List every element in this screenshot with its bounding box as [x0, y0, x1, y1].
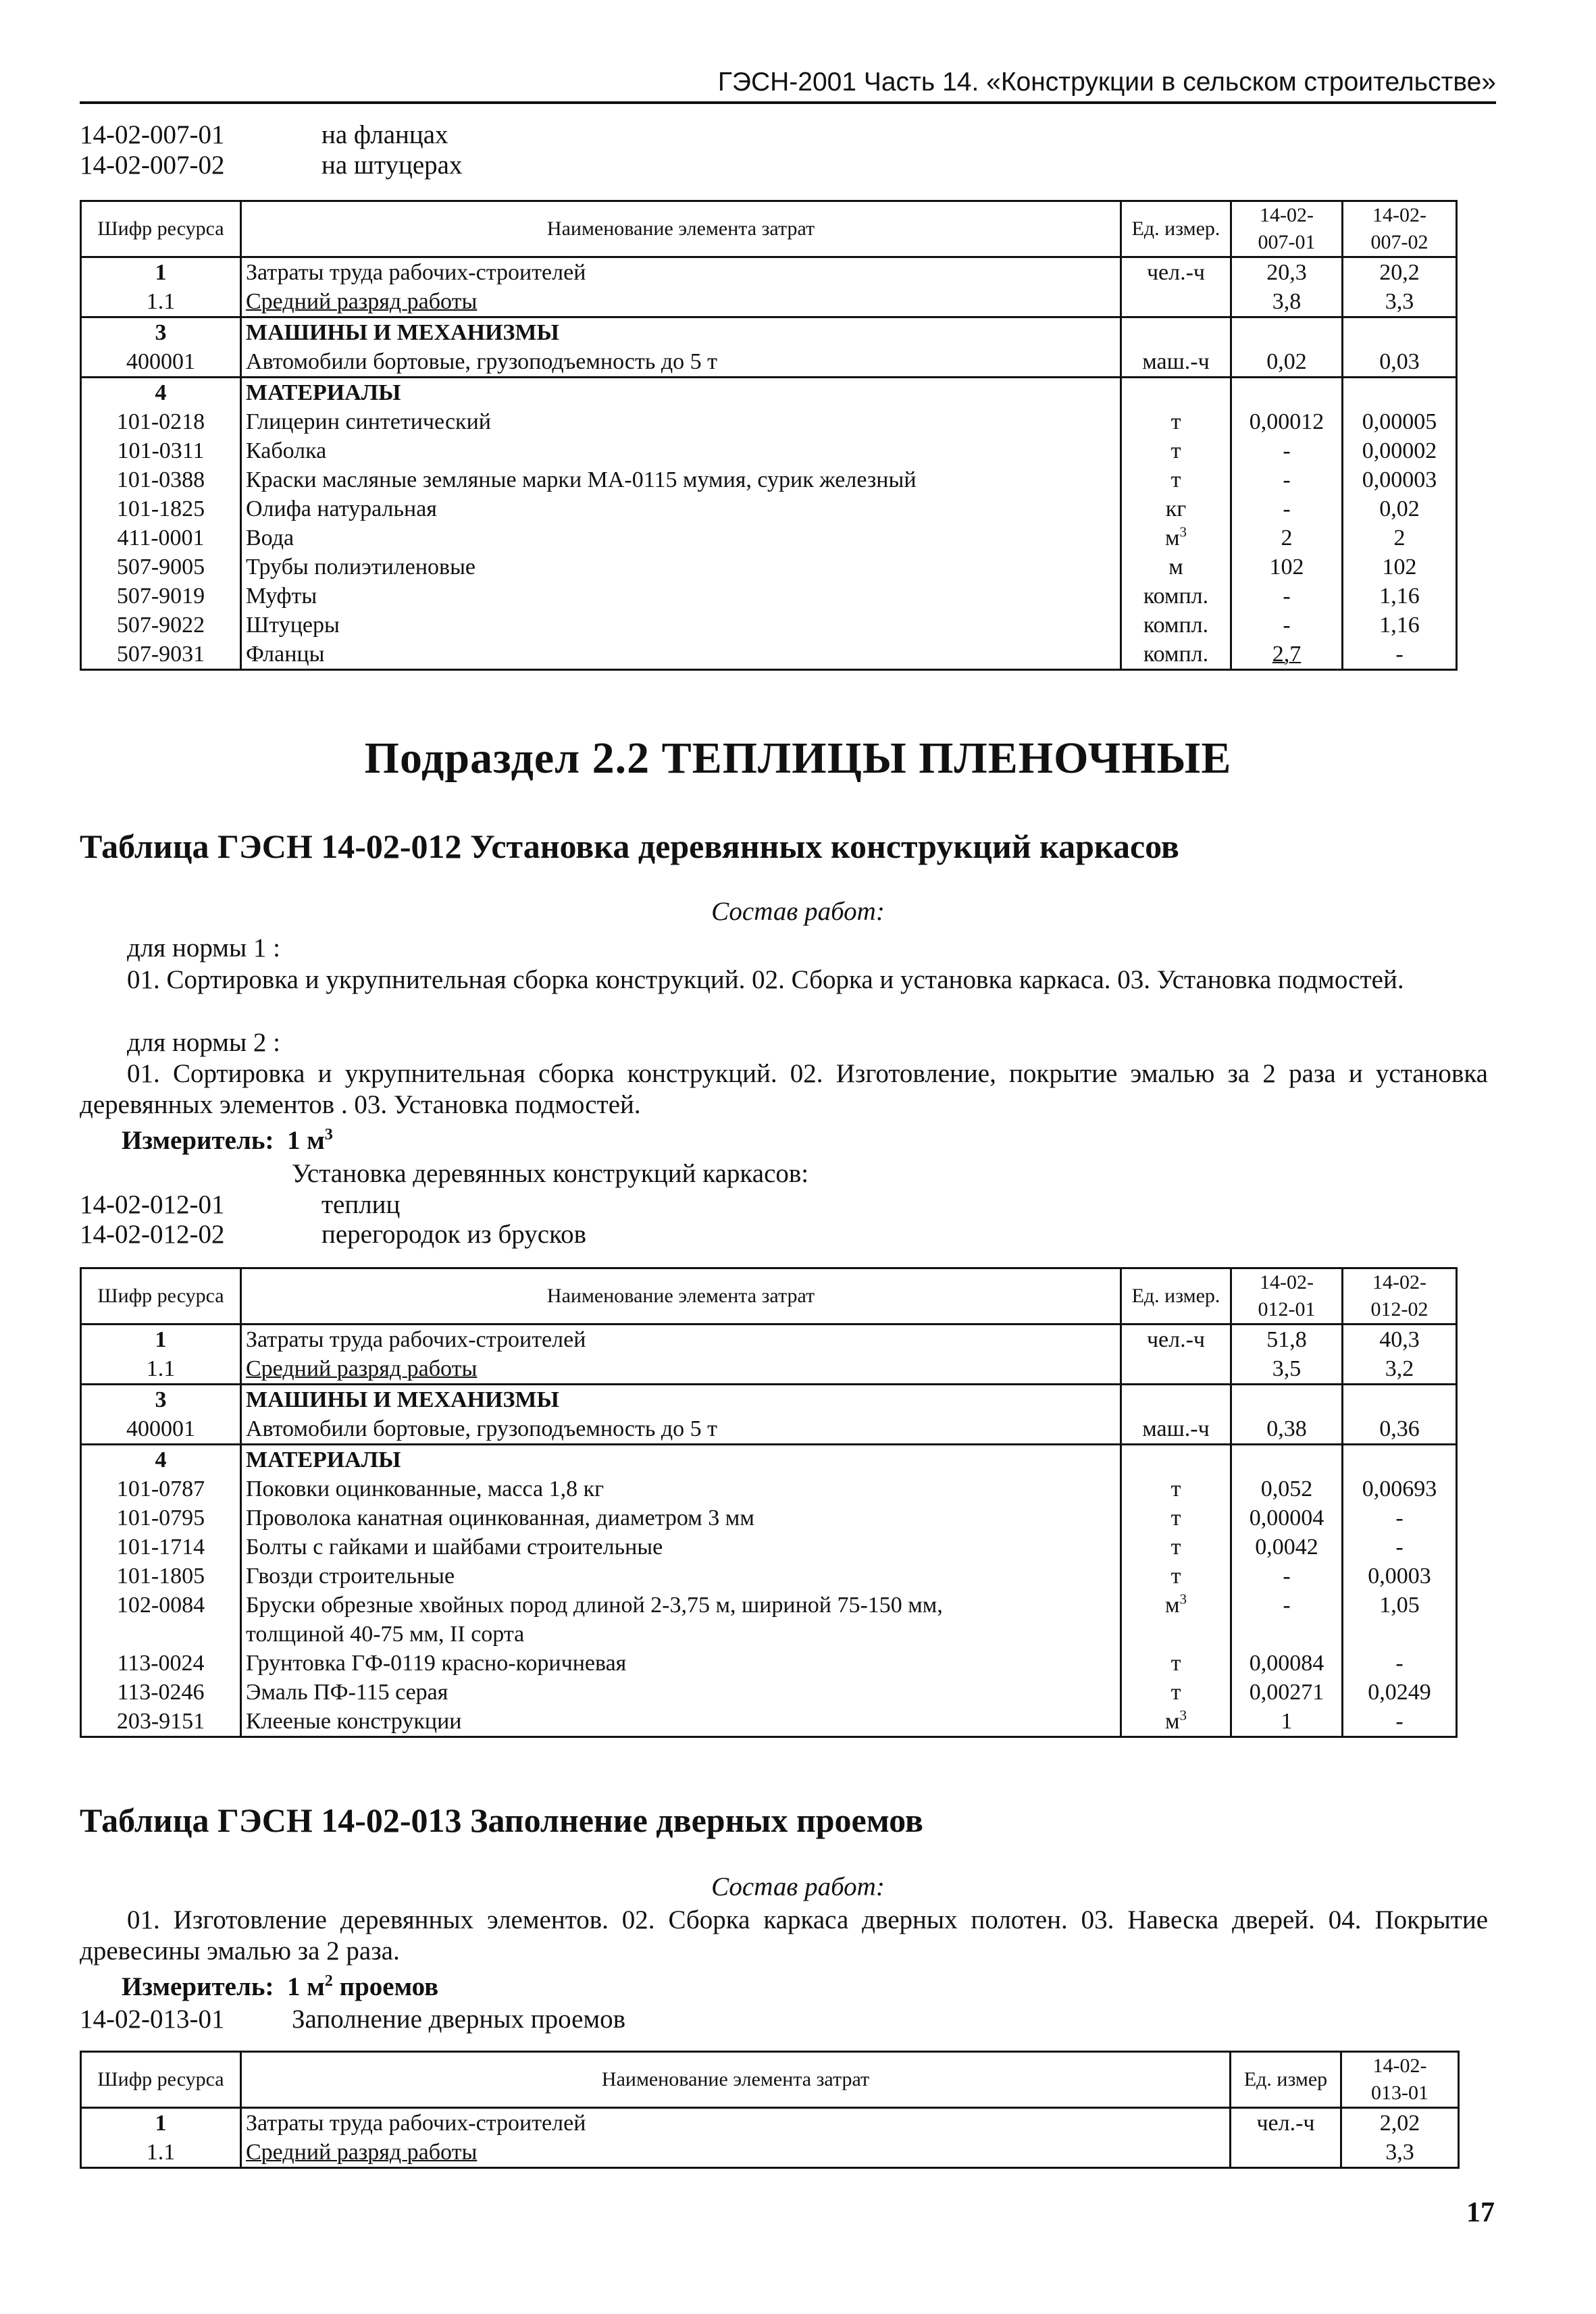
norm-code: 14-02-007-02	[80, 151, 225, 180]
header-rule	[80, 101, 1496, 104]
table-row: 400001 Автомобили бортовые, грузоподъемность до 5 т маш.-ч 0,02 0,03	[81, 347, 1457, 378]
subsection-title: Подраздел 2.2 ТЕПЛИЦЫ ПЛЕНОЧНЫЕ	[364, 734, 1232, 783]
page-number: 17	[1466, 2197, 1495, 2228]
norm-code: 14-02-012-02	[80, 1220, 225, 1249]
table-row: 411-0001 Вода $м^3$ 2 2	[81, 523, 1457, 552]
col-header-name: Наименование элемента затрат	[241, 1268, 1121, 1325]
measure-line: Измеритель: 1 $м^2$ проемов	[122, 1972, 439, 2001]
table-row: 507-9022 Штуцеры компл. - 1,16	[81, 611, 1457, 640]
work-composition-label: Состав работ:	[711, 1872, 885, 1901]
table-title: Таблица ГЭСН 14-02-012 Установка деревянных конструкций каркасов	[80, 827, 1179, 865]
work-description: 01. Сортировка и укрупнительная сборка конструкций. 02. Сборка и установка каркаса. 03. Установка подмостей.	[127, 965, 1404, 994]
norm-name: на фланцах	[321, 120, 448, 149]
table-title: Таблица ГЭСН 14-02-013 Заполнение дверных проемов	[80, 1801, 923, 1839]
table-row: 101-1805 Гвозди строительные т - 0,0003	[81, 1562, 1457, 1591]
work-description: 01. Изготовление деревянных элементов. 02. Сборка каркаса дверных полотен. 03. Навеска дверей. 04. Покрытие древесины эмалью за 2 раза.	[80, 1905, 1488, 1965]
norm-name: на штуцерах	[321, 151, 463, 180]
table-row: 102-0084 Бруски обрезные хвойных пород длиной 2-3,75 м, шириной 75-150 мм, толщиной 40-75 мм, II сорта $м^3$ - 1,05	[81, 1591, 1457, 1649]
table-row: 101-0218 Глицерин синтетический т 0,00012 0,00005	[81, 407, 1457, 436]
table-row: 507-9019 Муфты компл. - 1,16	[81, 582, 1457, 611]
table-row: 4 МАТЕРИАЛЫ	[81, 1445, 1457, 1475]
table-row: 101-0311 Каболка т - 0,00002	[81, 436, 1457, 465]
running-header: ГЭСН-2001 Часть 14. «Конструкции в сельском строительстве»	[717, 68, 1496, 97]
resource-table-14-02-007	[80, 200, 1458, 671]
col-header-name: Наименование элемента затрат	[241, 2052, 1231, 2108]
col-header-norm: 14-02- 012-02	[1343, 1268, 1457, 1325]
work-description: 01. Сортировка и укрупнительная сборка конструкций. 02. Изготовление, покрытие эмалью за 2 раза и установка деревянных элементов . 03. Установка подмостей.	[80, 1059, 1488, 1119]
table-row: 101-0787 Поковки оцинкованные, масса 1,8 кг т 0,052 0,00693	[81, 1474, 1457, 1503]
col-header-name: Наименование элемента затрат	[241, 201, 1121, 257]
norm-name: теплиц	[321, 1190, 401, 1219]
norm-group-title: Установка деревянных конструкций каркасов:	[292, 1159, 809, 1188]
table-row: 203-9151 Клееные конструкции $м^3$ 1 -	[81, 1707, 1457, 1737]
norm-label: для нормы 1 :	[127, 933, 280, 962]
table-row: 1.1 Средний разряд работы 3,3	[81, 2138, 1459, 2168]
table-row: 101-1825 Олифа натуральная кг - 0,02	[81, 494, 1457, 523]
resource-table-14-02-013	[80, 2051, 1460, 2169]
table-row: 400001 Автомобили бортовые, грузоподъемность до 5 т маш.-ч 0,38 0,36	[81, 1414, 1457, 1445]
table-row: 101-0388 Краски масляные земляные марки МА-0115 мумия, сурик железный т - 0,00003	[81, 465, 1457, 494]
col-header-norm: 14-02- 013-01	[1341, 2052, 1459, 2108]
table-row: 101-1714 Болты с гайками и шайбами строительные т 0,0042 -	[81, 1533, 1457, 1562]
norm-code: 14-02-012-01	[80, 1190, 225, 1219]
table-row: 1.1 Средний разряд работы 3,8 3,3	[81, 287, 1457, 317]
norm-code: 14-02-007-01	[80, 120, 225, 149]
table-row: 1 Затраты труда рабочих-строителей чел.-ч 20,3 20,2	[81, 257, 1457, 288]
col-header-code: Шифр ресурса	[81, 1268, 241, 1325]
table-row: 507-9005 Трубы полиэтиленовые м 102 102	[81, 552, 1457, 582]
table-row: 3 МАШИНЫ И МЕХАНИЗМЫ	[81, 1385, 1457, 1415]
resource-table-14-02-012	[80, 1267, 1458, 1738]
measure-line: Измеритель: 1 $м^3$	[122, 1125, 333, 1155]
table-row: 101-0795 Проволока канатная оцинкованная, диаметром 3 мм т 0,00004 -	[81, 1503, 1457, 1533]
col-header-code: Шифр ресурса	[81, 201, 241, 257]
table-row: 3 МАШИНЫ И МЕХАНИЗМЫ	[81, 317, 1457, 348]
norm-code: 14-02-013-01	[80, 2005, 225, 2034]
col-header-unit: Ед. измер.	[1121, 201, 1231, 257]
col-header-code: Шифр ресурса	[81, 2052, 241, 2108]
col-header-norm: 14-02- 012-01	[1231, 1268, 1343, 1325]
table-row: 1 Затраты труда рабочих-строителей чел.-ч 51,8 40,3	[81, 1325, 1457, 1355]
work-composition-label: Состав работ:	[711, 897, 885, 926]
col-header-unit: Ед. измер.	[1121, 1268, 1231, 1325]
col-header-norm: 14-02- 007-02	[1343, 201, 1457, 257]
norm-name: перегородок из брусков	[321, 1220, 586, 1249]
table-row: 507-9031 Фланцы компл. 2,7 -	[81, 640, 1457, 670]
table-row: 113-0246 Эмаль ПФ-115 серая т 0,00271 0,0249	[81, 1678, 1457, 1707]
col-header-norm: 14-02- 007-01	[1231, 201, 1343, 257]
col-header-unit: Ед. измер	[1231, 2052, 1341, 2108]
table-row: 1.1 Средний разряд работы 3,5 3,2	[81, 1354, 1457, 1385]
norm-label: для нормы 2 :	[127, 1028, 280, 1057]
table-row: 4 МАТЕРИАЛЫ	[81, 378, 1457, 408]
norm-name: Заполнение дверных проемов	[292, 2005, 626, 2034]
table-row: 113-0024 Грунтовка ГФ-0119 красно-коричневая т 0,00084 -	[81, 1649, 1457, 1678]
table-row: 1 Затраты труда рабочих-строителей чел.-ч 2,02	[81, 2108, 1459, 2138]
